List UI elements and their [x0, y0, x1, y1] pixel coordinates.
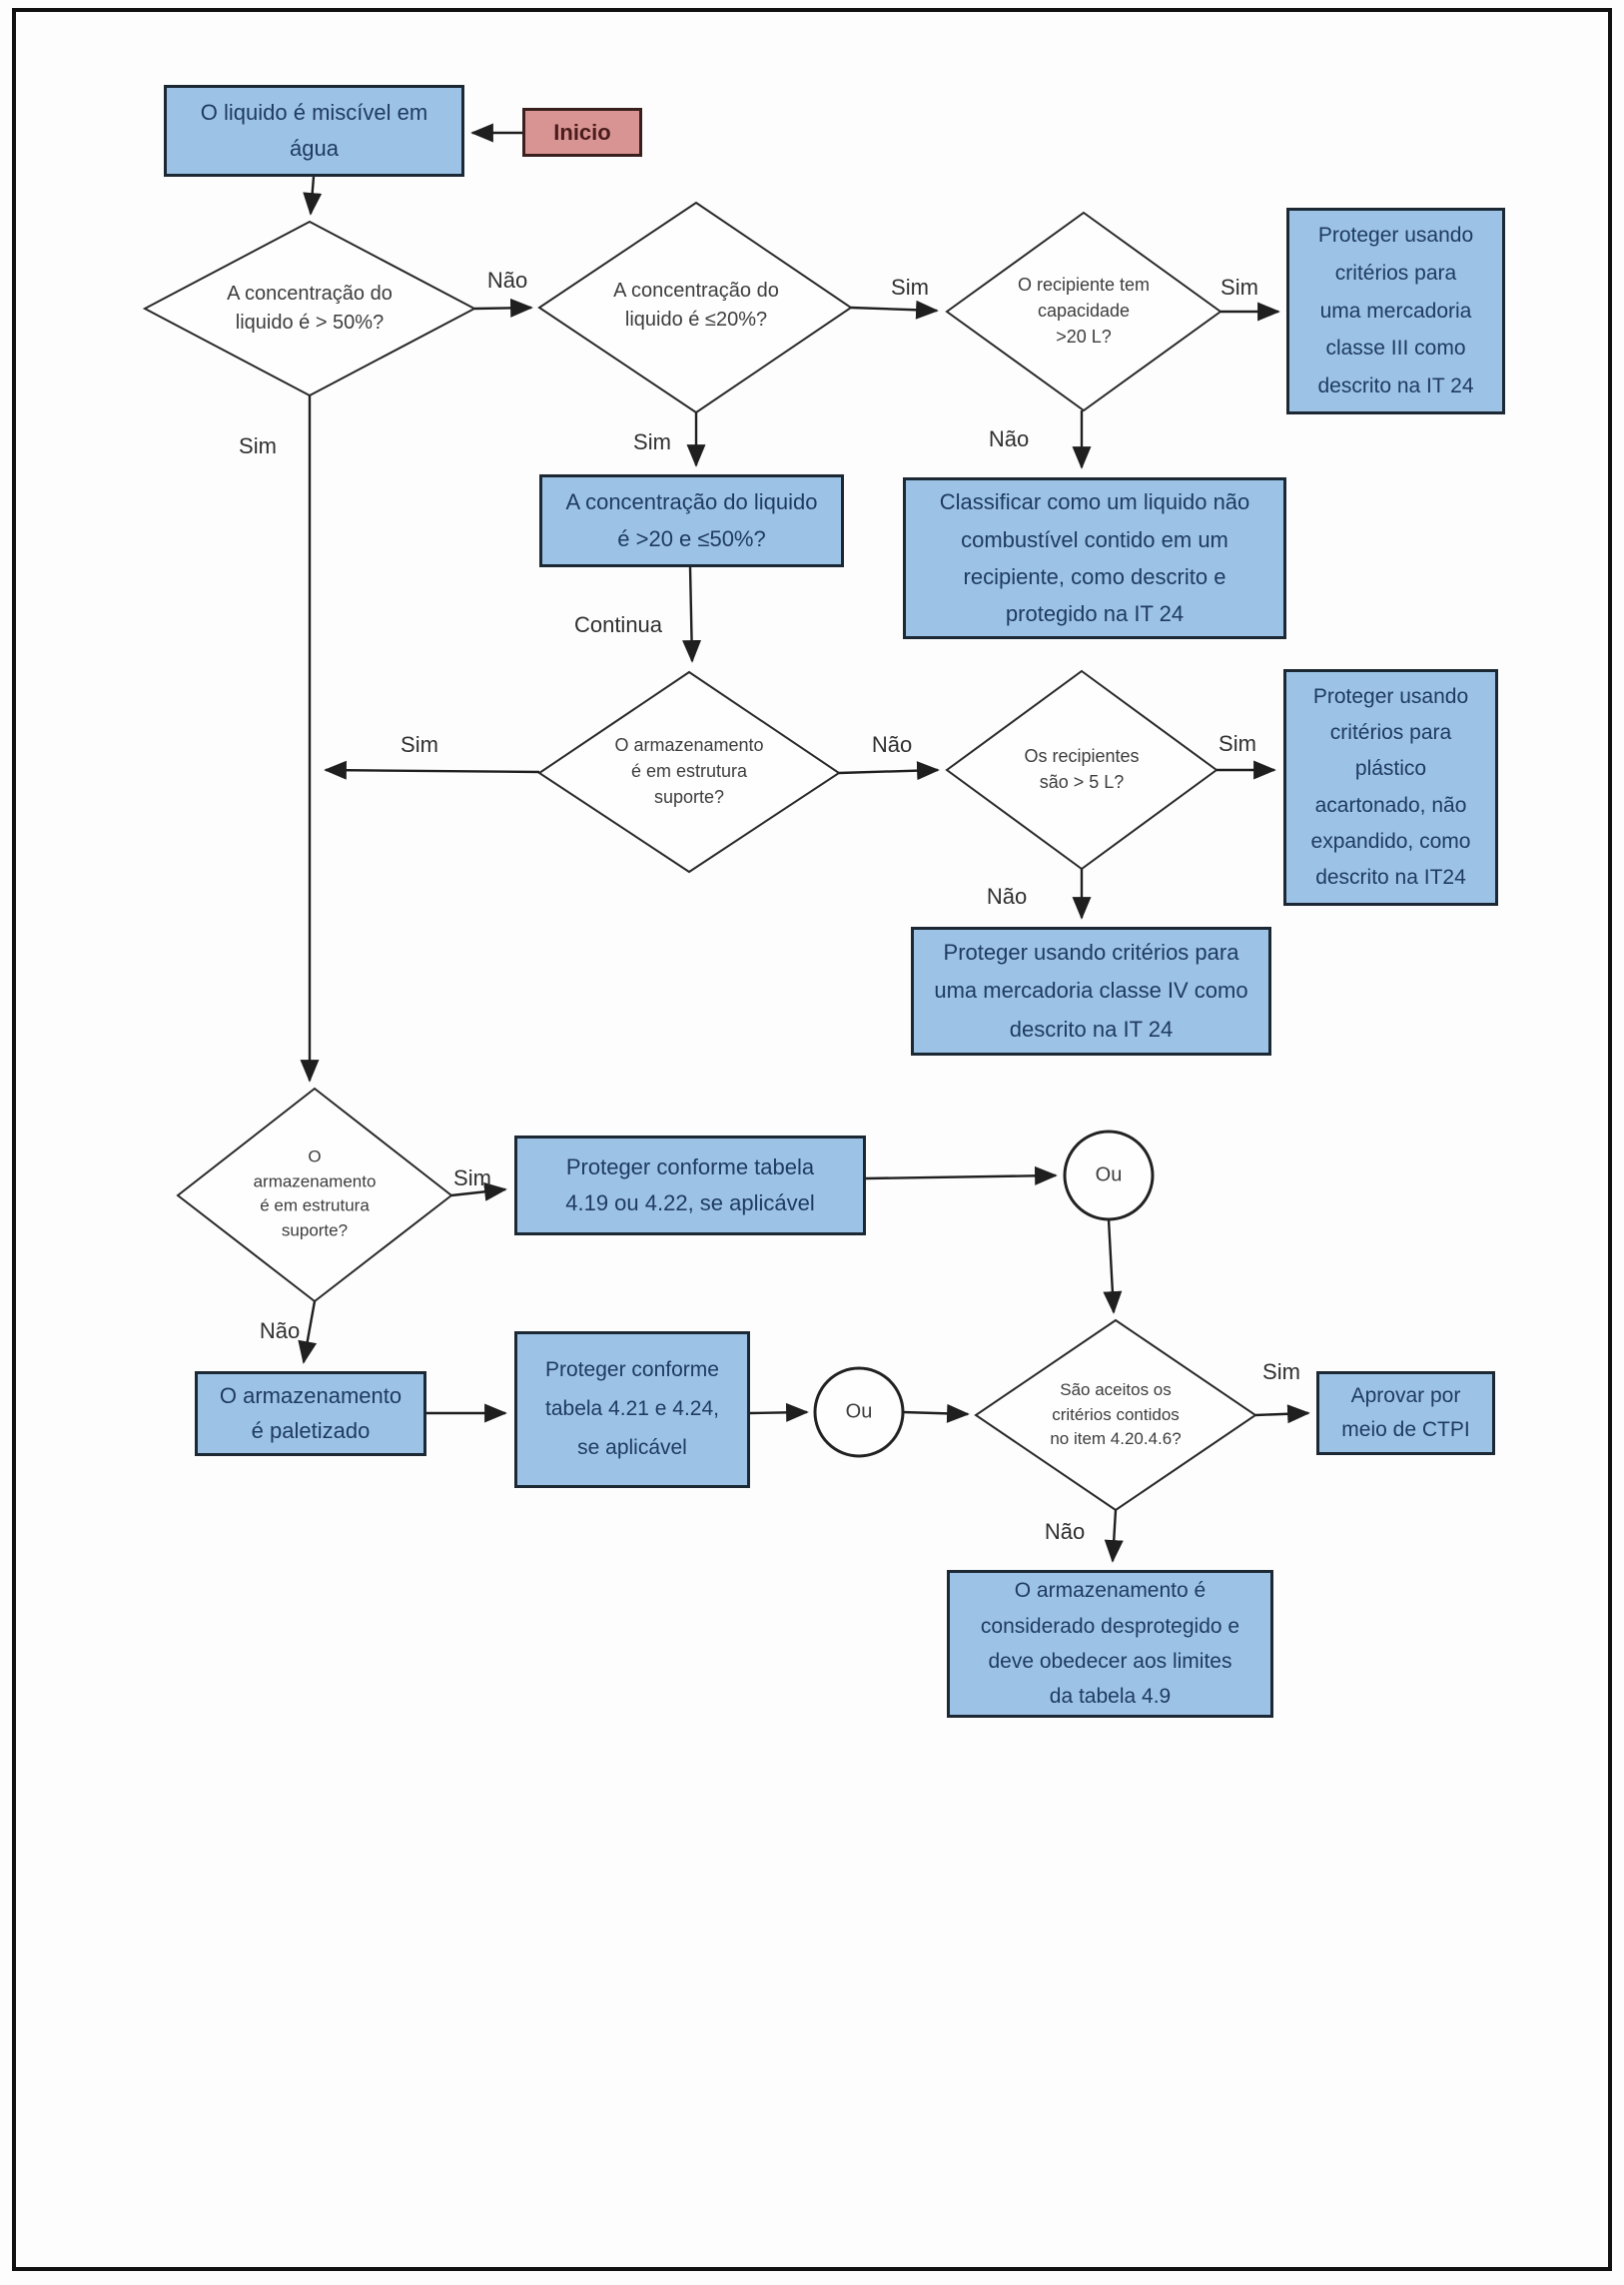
edge-estrutura-mid-no-to-recipientes5: [839, 770, 938, 773]
edge-label-conc20-yes-right: Sim: [891, 275, 929, 300]
box-text: Aprovar por meio de CTPI: [1341, 1384, 1470, 1441]
edge-tabela419-to-or1: [866, 1175, 1056, 1178]
decision-capacidade20-label: O recipiente tem capacidade >20 L?: [1017, 274, 1151, 348]
edge-criterios-yes-to-aprovar: [1255, 1413, 1308, 1415]
edge-or1-to-criterios: [1109, 1219, 1114, 1312]
box-armazenamento-desprotegido: [947, 1570, 1273, 1718]
edge-label-estrutura-mid-no: Não: [871, 732, 913, 757]
edge-label-continua: Continua: [573, 612, 663, 637]
start-node-label: Inicio: [553, 119, 611, 145]
edge-miscivel-to-conc50: [311, 177, 314, 214]
edge-label-recipientes-no: Não: [986, 884, 1028, 909]
edge-tabela421-to-or2: [750, 1412, 807, 1413]
decision-conc20-label: A concentração do liquido é ≤20%?: [613, 280, 779, 331]
box-proteger-classe-4: [911, 927, 1271, 1056]
decision-estrutura-mid-label: O armazenamento é em estrutura suporte?: [614, 734, 764, 808]
box-proteger-classe-3: [1286, 208, 1505, 414]
edge-or2-to-criterios: [903, 1412, 968, 1414]
edge-label-estrutura-mid-yes: Sim: [401, 732, 438, 757]
edge-label-estrutura2-yes: Sim: [453, 1165, 491, 1190]
decision-criterios-label: São aceitos os critérios contidos no item 4.20.4.6?: [1050, 1380, 1182, 1449]
edge-conc20-yes-to-capacidade20: [851, 308, 937, 311]
edge-label-recipientes-yes: Sim: [1218, 731, 1256, 756]
edge-label-capacidade-no: Não: [988, 426, 1030, 451]
box-text: Proteger usando critérios para uma mercadoria classe IV como descrito na IT 24: [934, 939, 1248, 1042]
decision-recipientes5-label: Os recipientes são > 5 L?: [1024, 745, 1140, 792]
box-armazenamento-paletizado: [195, 1371, 426, 1456]
box-text: Proteger usando critérios para plástico acartonado, não expandido, como descrito na IT24: [1310, 685, 1471, 889]
box-proteger-tabela-419-422: [514, 1136, 866, 1235]
box-aprovar-ctpi: [1316, 1371, 1495, 1455]
edge-estrutura-mid-yes-to-mainline: [326, 770, 539, 772]
box-text: Proteger usando critérios para uma mercadoria classe III como descrito na IT 24: [1317, 224, 1474, 398]
start-node: [522, 108, 642, 157]
box-classificar-nao-combustivel: [903, 477, 1286, 639]
edge-label-conc50-no: Não: [486, 268, 528, 293]
box-concentracao-20-50: [539, 474, 844, 567]
edge-label-criterios-no: Não: [1044, 1519, 1086, 1544]
box-proteger-tabela-421-424: [514, 1331, 750, 1488]
box-liquido-miscivel: [164, 85, 464, 177]
box-text: Proteger conforme tabela 4.21 e 4.24, se aplicável: [545, 1358, 719, 1459]
edge-label-capacidade-yes: Sim: [1220, 275, 1258, 300]
box-text: O liquido é miscível em água: [200, 99, 428, 161]
box-text: O armazenamento é considerado desprotegido e deve obedecer aos limites da tabela 4.9: [980, 1579, 1240, 1709]
edge-label-criterios-yes: Sim: [1262, 1359, 1300, 1384]
box-text: Classificar como um liquido não combustível contido em um recipiente, como descrito e protegido na IT 24: [939, 489, 1250, 627]
edge-conc50-no-to-conc20: [474, 308, 531, 309]
edge-conc2050-continua-to-estrutura-mid: [690, 567, 692, 661]
box-text: Proteger conforme tabela 4.19 ou 4.22, se aplicável: [565, 1153, 815, 1215]
edge-criterios-no-to-desprotegido: [1113, 1510, 1116, 1561]
edge-label-conc20-yes-down: Sim: [633, 429, 671, 454]
edge-label-estrutura2-no: Não: [259, 1318, 301, 1343]
edge-label-conc50-yes: Sim: [239, 433, 277, 458]
decision-conc50-label: A concentração do liquido é > 50%?: [227, 283, 393, 334]
box-text: O armazenamento é paletizado: [219, 1383, 403, 1443]
or-connector-2-label: Ou: [845, 1400, 873, 1423]
box-proteger-plastico-acartonado: [1283, 669, 1498, 906]
or-connector-1-label: Ou: [1095, 1163, 1123, 1186]
edge-estrutura2-no-to-paletizado: [304, 1301, 315, 1362]
decision-estrutura2-label: O armazenamento é em estrutura suporte?: [253, 1146, 377, 1240]
box-text: A concentração do liquido é >20 e ≤50%?: [565, 489, 818, 551]
